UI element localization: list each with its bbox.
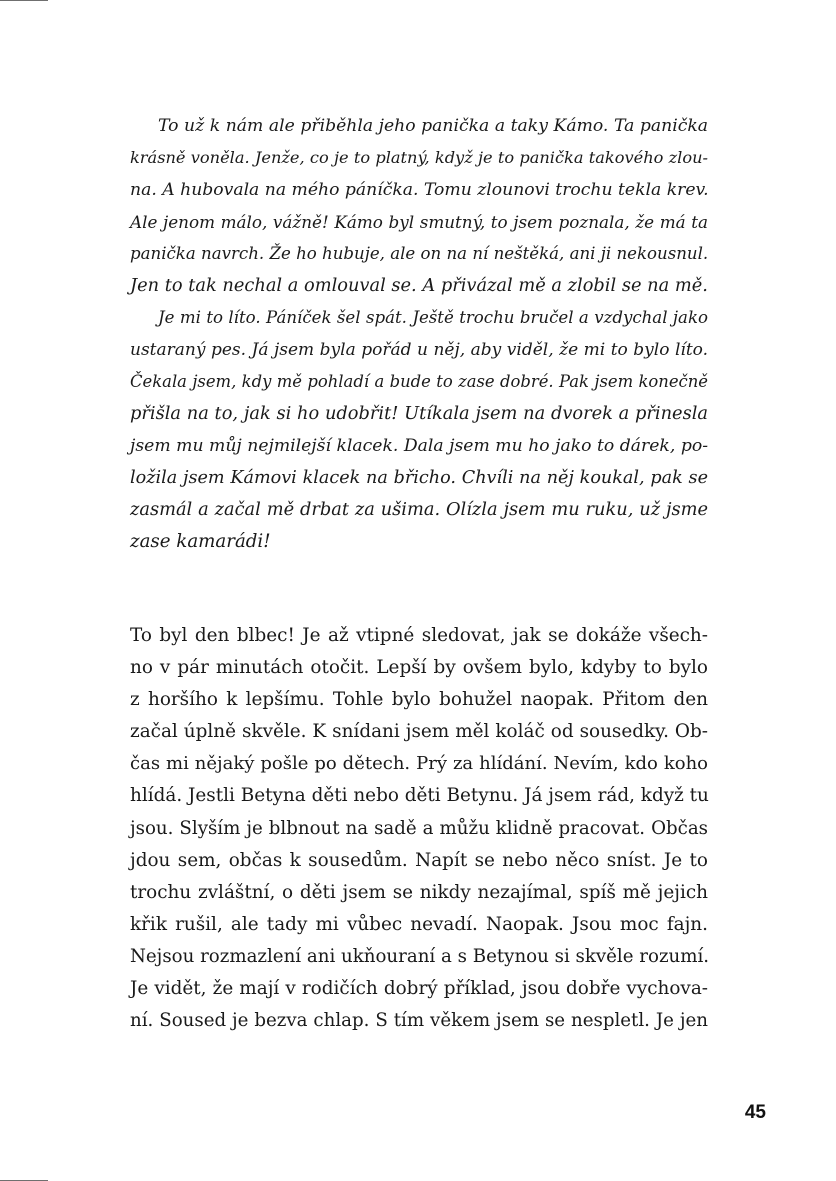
paragraph-line: To byl den blbec! Je až vtipné sledovat, jak se dokáže všech- [130, 625, 708, 646]
paragraph-line: Je vidět, že mají v rodičích dobrý příklad, jsou dobře vychova- [130, 978, 708, 1000]
paragraph-line: začal úplně skvěle. K snídani jsem měl koláč od sousedky. Ob- [130, 721, 708, 743]
paragraph-line: Jen to tak nechal a omlouval se. A přivázal mě a zlobil se na mě. [130, 275, 708, 296]
paragraph-line: čas mi nějaký pošle po dětech. Prý za hlídání. Nevím, kdo koho [130, 753, 708, 775]
paragraph-line: zasmál a začal mě drbat za ušima. Olízla jsem mu ruku, už jsme [130, 499, 708, 520]
paragraph-line: krásně voněla. Jenže, co je to platný, když je to panička takového zlou- [130, 148, 708, 167]
paragraph-line: ní. Soused je bezva chlap. S tím věkem jsem se nespletl. Je jen [130, 1010, 708, 1032]
paragraph-line: křik rušil, ale tady mi vůbec nevadí. Naopak. Jsou moc fajn. [130, 913, 708, 935]
paragraph-line: no v pár minutách otočit. Lepší by ovšem bylo, kdyby to bylo [130, 657, 708, 679]
paragraph-line: přišla na to, jak si ho udobřit! Utíkala jsem na dvorek a přinesla [130, 403, 708, 424]
page-number: 45 [744, 1102, 766, 1123]
paragraph-line: Ale jenom málo, vážně! Kámo byl smutný, to jsem poznala, že má ta [130, 212, 708, 232]
paragraph-line: na. A hubovala na mého páníčka. Tomu zlounovi trochu tekla krev. [130, 180, 709, 200]
paragraph-line: ustaraný pes. Já jsem byla pořád u něj, aby viděl, že mi to bylo líto. [130, 340, 708, 360]
paragraph-line: jdou sem, občas k sousedům. Napít se nebo něco sníst. Je to [130, 849, 708, 871]
paragraph-line: Čekala jsem, kdy mě pohladí a bude to zase dobré. Pak jsem konečně [130, 372, 708, 391]
crop-mark-top [0, 0, 48, 1]
paragraph-line: panička navrch. Že ho hubuje, ale on na ní neštěká, ani ji nekousnul. [130, 244, 709, 263]
paragraph-line: Je mi to líto. Páníček šel spát. Ještě trochu bručel a vzdychal jako [158, 308, 708, 327]
paragraph-line: Nejsou rozmazlení ani ukňouraní a s Betynou si skvěle rozumí. [130, 945, 710, 967]
paragraph-line: jsou. Slyším je blbnout na sadě a můžu klidně pracovat. Občas [130, 817, 708, 839]
paragraph-line: ložila jsem Kámovi klacek na břicho. Chvíli na něj koukal, pak se [130, 468, 708, 488]
paragraph-line: trochu zvláštní, o děti jsem se nikdy nezajímal, spíš mě jejich [130, 881, 708, 903]
paragraph-line: hlídá. Jestli Betyna děti nebo děti Betynu. Já jsem rád, když tu [130, 785, 709, 807]
italic-passage [130, 110, 708, 558]
paragraph-line: To už k nám ale přiběhla jeho panička a taky Kámo. Ta panička [158, 116, 708, 136]
regular-passage [130, 620, 708, 1037]
paragraph-line: jsem mu můj nejmilejší klacek. Dala jsem mu ho jako to dárek, po- [130, 436, 708, 456]
paragraph-line: z horšího k lepšímu. Tohle bylo bohužel naopak. Přitom den [130, 689, 708, 711]
paragraph-line: zase kamarádi! [130, 531, 271, 552]
